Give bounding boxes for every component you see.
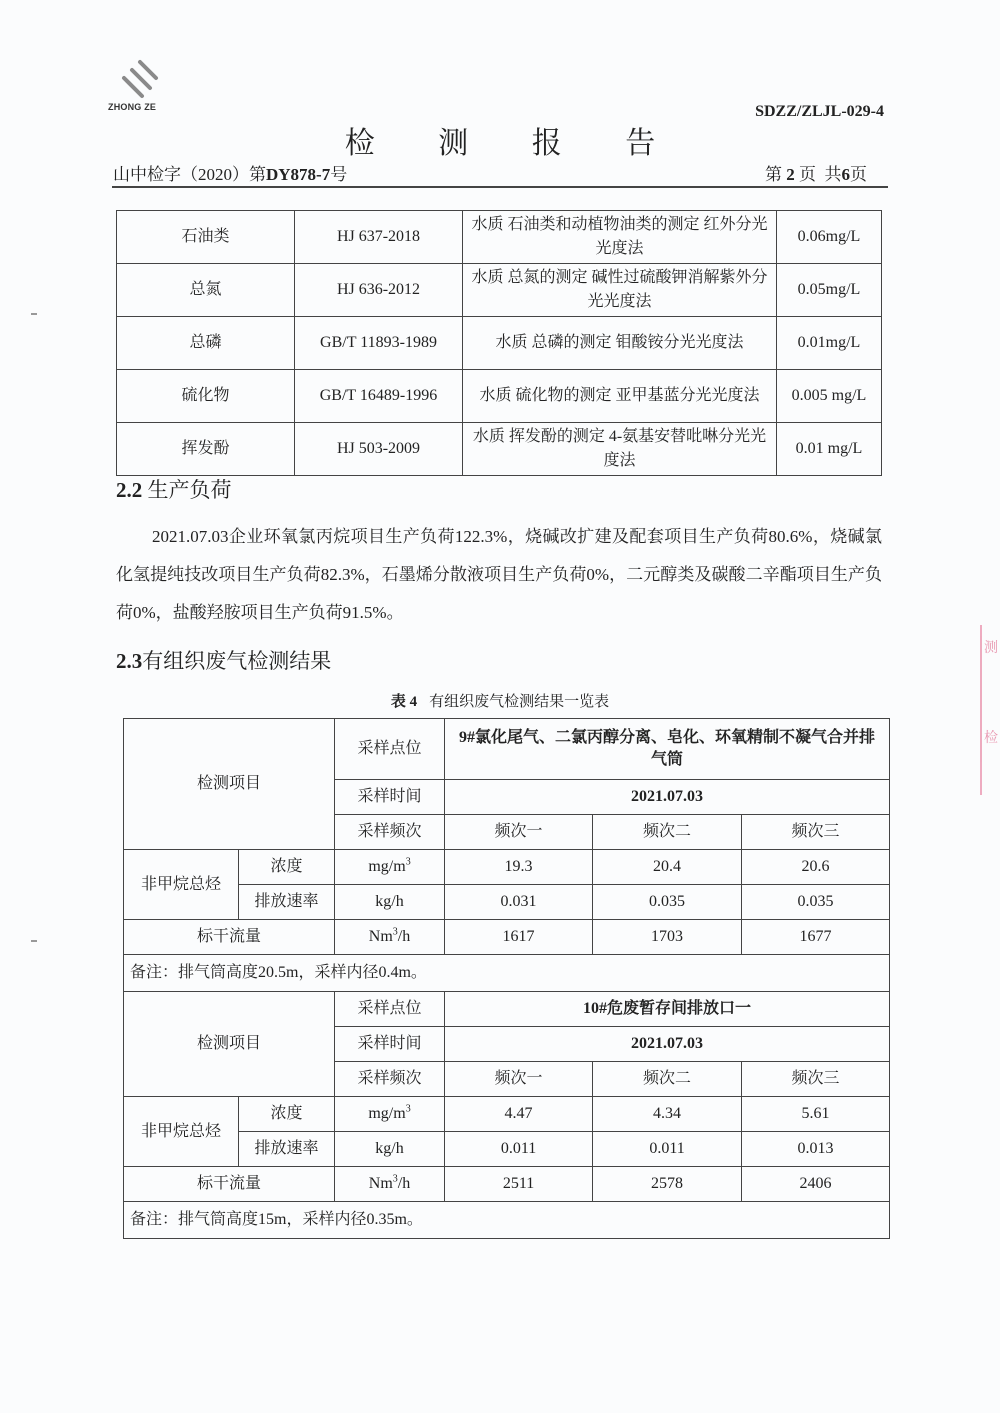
item-cell: 总磷 bbox=[117, 317, 295, 370]
value-cell: 1617 bbox=[445, 920, 593, 955]
method-cell: 水质 挥发酚的测定 4-氨基安替吡啉分光光度法 bbox=[463, 423, 777, 476]
report-number-suffix: 号 bbox=[330, 165, 348, 184]
note-cell: 备注：排气筒高度20.5m，采样内径0.4m。 bbox=[124, 955, 890, 992]
section-heading-2-2 bbox=[116, 474, 232, 504]
standard-cell: HJ 636-2012 bbox=[295, 264, 463, 317]
limit-cell: 0.01mg/L bbox=[777, 317, 882, 370]
sample-point-label: 采样点位 bbox=[335, 992, 445, 1027]
standard-cell: GB/T 11893-1989 bbox=[295, 317, 463, 370]
item-cell: 挥发酚 bbox=[117, 423, 295, 476]
method-cell: 水质 总磷的测定 钼酸铵分光光度法 bbox=[463, 317, 777, 370]
sample-time-label: 采样时间 bbox=[335, 780, 445, 815]
value-cell: 0.035 bbox=[742, 885, 890, 920]
table-row bbox=[124, 955, 890, 992]
table-row bbox=[124, 1132, 890, 1167]
freq-header: 频次三 bbox=[742, 815, 890, 850]
caption-number: 表 4 bbox=[390, 694, 418, 710]
section-number: 2.3 bbox=[116, 649, 143, 673]
limit-cell: 0.005 mg/L bbox=[777, 370, 882, 423]
value-cell: 20.6 bbox=[742, 850, 890, 885]
unit-cell bbox=[335, 920, 445, 955]
value-cell: 0.011 bbox=[445, 1132, 593, 1167]
table-row bbox=[124, 885, 890, 920]
production-load-paragraph: 2021.07.03企业环氧氯丙烷项目生产负荷122.3%，烧碱改扩建及配套项目生产负荷80.6%，烧碱氯化氢提纯技改项目生产负荷82.3%，石墨烯分散液项目生产负荷0%，二元醇类及碳酸二辛酯项目生产负荷0%，盐酸羟胺项目生产负荷91.5%。 bbox=[116, 527, 882, 622]
freq-header: 频次三 bbox=[742, 1062, 890, 1097]
table-row bbox=[117, 370, 882, 423]
concentration-label: 浓度 bbox=[239, 1097, 335, 1132]
report-number bbox=[113, 160, 347, 185]
table-row bbox=[124, 992, 890, 1027]
pollutant-label: 非甲烷总烃 bbox=[124, 850, 239, 920]
organized-gas-results-table bbox=[123, 718, 890, 1239]
page-indicator bbox=[765, 160, 867, 185]
page-total: 6 bbox=[841, 165, 850, 184]
note-cell: 备注：排气筒高度15m，采样内径0.35m。 bbox=[124, 1202, 890, 1239]
report-number-code: DY878-7 bbox=[266, 165, 331, 184]
unit-cell: kg/h bbox=[335, 1132, 445, 1167]
unit-text: /h bbox=[397, 1175, 411, 1192]
item-cell: 总氮 bbox=[117, 264, 295, 317]
value-cell: 2406 bbox=[742, 1167, 890, 1202]
unit-sup: 3 bbox=[405, 1103, 411, 1115]
limit-cell: 0.01 mg/L bbox=[777, 423, 882, 476]
sample-freq-label: 采样频次 bbox=[335, 815, 445, 850]
page-end: 页 bbox=[850, 165, 867, 184]
unit-cell: kg/h bbox=[335, 885, 445, 920]
sample-point-value: 9#氯化尾气、二氯丙醇分离、皂化、环氧精制不凝气合并排气筒 bbox=[445, 719, 890, 780]
table-row bbox=[124, 850, 890, 885]
caption-text: 有组织废气检测结果一览表 bbox=[429, 694, 610, 710]
test-item-header: 检测项目 bbox=[124, 719, 335, 850]
table-row bbox=[117, 317, 882, 370]
value-cell: 1703 bbox=[593, 920, 742, 955]
unit-cell bbox=[335, 850, 445, 885]
page-mid: 页 共 bbox=[799, 165, 842, 184]
emission-rate-label: 排放速率 bbox=[239, 1132, 335, 1167]
value-cell: 0.035 bbox=[593, 885, 742, 920]
sample-time-value: 2021.07.03 bbox=[445, 780, 890, 815]
method-cell: 水质 硫化物的测定 亚甲基蓝分光光度法 bbox=[463, 370, 777, 423]
sample-time-value: 2021.07.03 bbox=[445, 1027, 890, 1062]
concentration-label: 浓度 bbox=[239, 850, 335, 885]
standard-cell: GB/T 16489-1996 bbox=[295, 370, 463, 423]
unit-sup: 3 bbox=[392, 1173, 398, 1185]
section-title: 生产负荷 bbox=[147, 478, 232, 502]
pollutant-label: 非甲烷总烃 bbox=[124, 1097, 239, 1167]
unit-cell bbox=[335, 1097, 445, 1132]
section-number: 2.2 bbox=[116, 478, 143, 502]
section-heading-2-3 bbox=[116, 645, 331, 675]
unit-text: mg/m bbox=[368, 858, 406, 875]
value-cell: 2511 bbox=[445, 1167, 593, 1202]
item-cell: 硫化物 bbox=[117, 370, 295, 423]
freq-header: 频次一 bbox=[445, 815, 593, 850]
method-cell: 水质 总氮的测定 碱性过硫酸钾消解紫外分光光度法 bbox=[463, 264, 777, 317]
table-row bbox=[124, 1097, 890, 1132]
value-cell: 4.47 bbox=[445, 1097, 593, 1132]
section-title: 有组织废气检测结果 bbox=[142, 649, 332, 673]
table-row bbox=[117, 264, 882, 317]
logo-text: ZHONG ZE bbox=[108, 102, 157, 112]
table-row bbox=[124, 1167, 890, 1202]
table-row bbox=[117, 423, 882, 476]
value-cell: 20.4 bbox=[593, 850, 742, 885]
stamp-char: 测 bbox=[984, 641, 998, 656]
value-cell: 5.61 bbox=[742, 1097, 890, 1132]
limit-cell: 0.05mg/L bbox=[777, 264, 882, 317]
unit-text: Nm bbox=[368, 928, 393, 945]
margin-mark bbox=[31, 940, 37, 942]
seal-stamp bbox=[980, 625, 1000, 795]
value-cell: 4.34 bbox=[593, 1097, 742, 1132]
table-caption bbox=[0, 690, 1000, 711]
standard-cell: HJ 503-2009 bbox=[295, 423, 463, 476]
standard-cell: HJ 637-2018 bbox=[295, 211, 463, 264]
sample-freq-label: 采样频次 bbox=[335, 1062, 445, 1097]
limit-cell: 0.06mg/L bbox=[777, 211, 882, 264]
page-label: 第 bbox=[765, 165, 782, 184]
flow-label: 标干流量 bbox=[124, 1167, 335, 1202]
item-cell: 石油类 bbox=[117, 211, 295, 264]
table-row bbox=[117, 211, 882, 264]
margin-mark bbox=[31, 313, 37, 315]
sample-point-value: 10#危废暂存间排放口一 bbox=[445, 992, 890, 1027]
method-cell: 水质 石油类和动植物油类的测定 红外分光光度法 bbox=[463, 211, 777, 264]
unit-text: Nm bbox=[368, 1175, 393, 1192]
freq-header: 频次一 bbox=[445, 1062, 593, 1097]
value-cell: 19.3 bbox=[445, 850, 593, 885]
value-cell: 2578 bbox=[593, 1167, 742, 1202]
page-current: 2 bbox=[786, 165, 795, 184]
value-cell: 0.011 bbox=[593, 1132, 742, 1167]
flow-label: 标干流量 bbox=[124, 920, 335, 955]
report-number-prefix: 山中检字（2020）第 bbox=[113, 165, 266, 184]
method-table bbox=[116, 210, 882, 476]
unit-sup: 3 bbox=[392, 926, 398, 938]
table-row bbox=[124, 920, 890, 955]
unit-cell bbox=[335, 1167, 445, 1202]
table-row bbox=[124, 1202, 890, 1239]
value-cell: 1677 bbox=[742, 920, 890, 955]
unit-text: mg/m bbox=[368, 1105, 406, 1122]
zhongze-logo-icon bbox=[118, 58, 162, 100]
value-cell: 0.013 bbox=[742, 1132, 890, 1167]
table-row bbox=[124, 719, 890, 780]
freq-header: 频次二 bbox=[593, 815, 742, 850]
stamp-char: 检 bbox=[984, 731, 998, 746]
document-code: SDZZ/ZLJL-029-4 bbox=[755, 103, 884, 120]
report-title: 检 测 报 告 bbox=[344, 127, 684, 160]
header-divider bbox=[112, 186, 888, 188]
company-logo bbox=[108, 58, 178, 120]
sample-time-label: 采样时间 bbox=[335, 1027, 445, 1062]
value-cell: 0.031 bbox=[445, 885, 593, 920]
sample-point-label: 采样点位 bbox=[335, 719, 445, 780]
emission-rate-label: 排放速率 bbox=[239, 885, 335, 920]
freq-header: 频次二 bbox=[593, 1062, 742, 1097]
unit-text: /h bbox=[397, 928, 411, 945]
test-item-header: 检测项目 bbox=[124, 992, 335, 1097]
unit-sup: 3 bbox=[405, 856, 411, 868]
